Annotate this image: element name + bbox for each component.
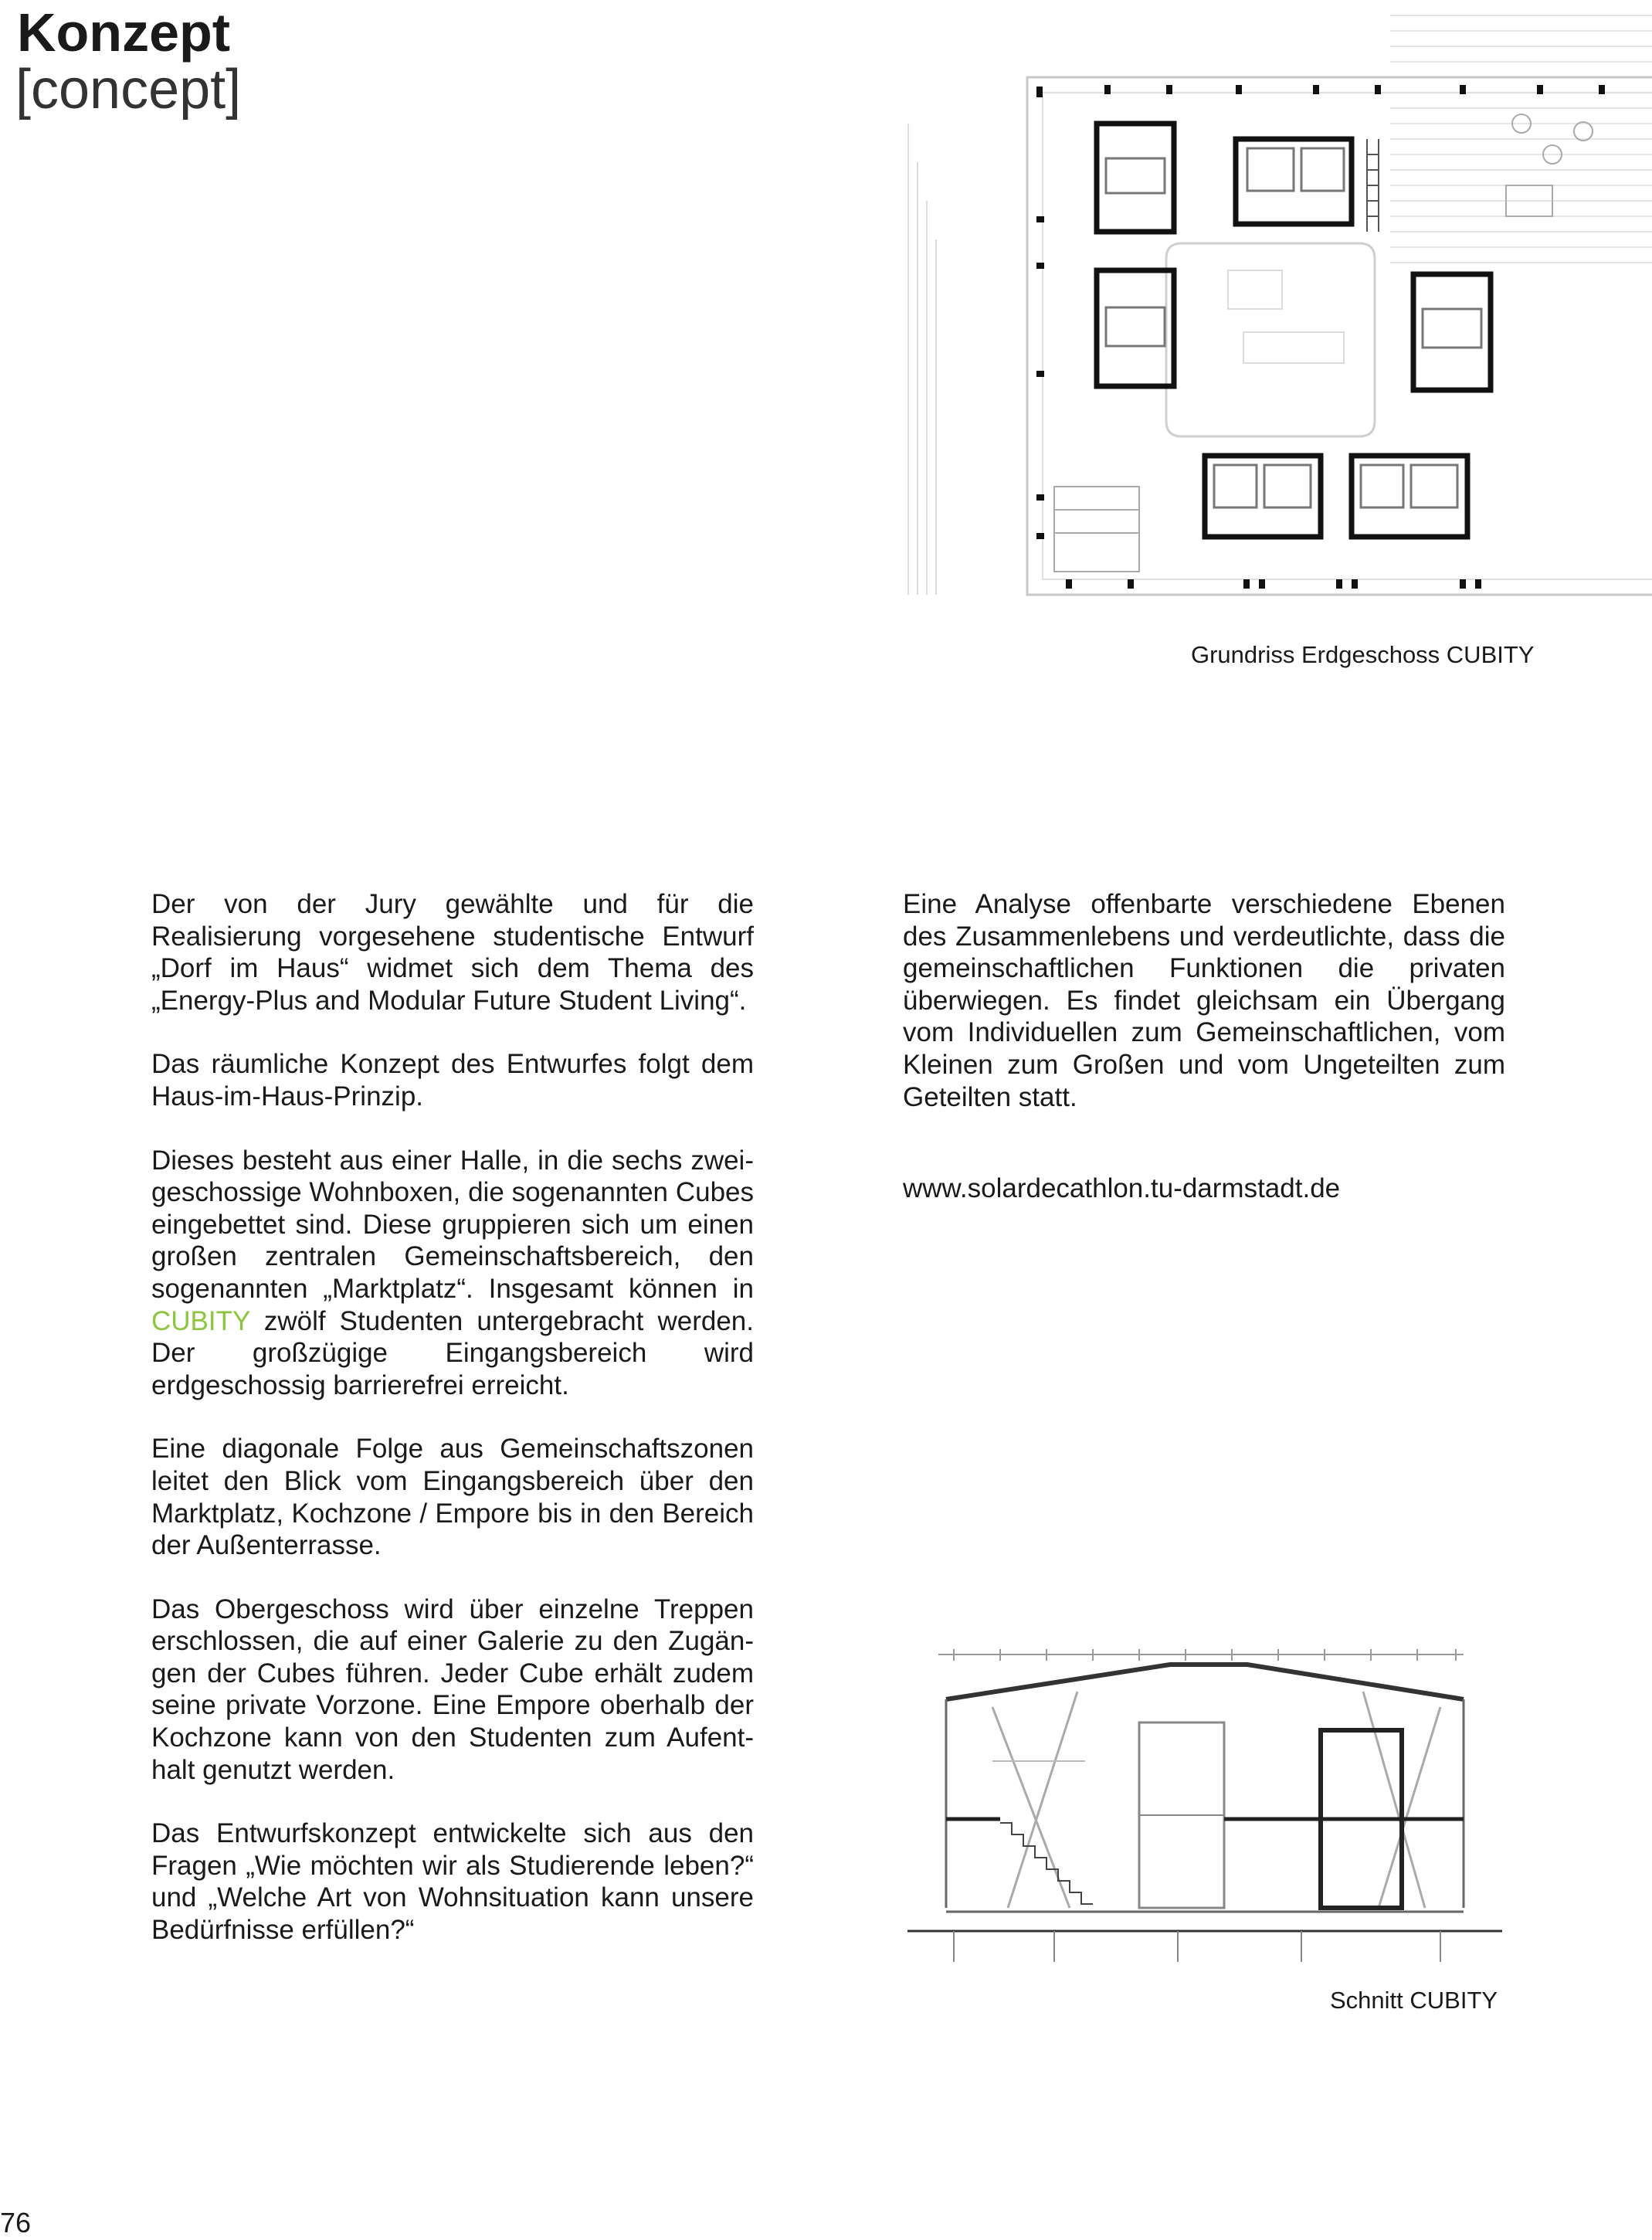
page-number: 76	[0, 2207, 32, 2238]
floor-plan-drawing	[904, 8, 1652, 610]
paragraph-5: Das Obergeschoss wird über einzelne Treppen erschlossen, die auf einer Galerie zu den Zugängen der Cubes führen. Jeder Cube erhält zudem seine private Vorzone. Eine Empore oberhalb der Kochzone kann von den Studenten zum Aufenthalt genutzt werden.	[151, 1593, 754, 1785]
paragraph-2: Das räumliche Konzept des Entwurfes folgt dem Haus-im-Haus-Prinzip.	[151, 1049, 754, 1112]
website-link[interactable]: www.solardecathlon.tu-darmstadt.de	[903, 1173, 1341, 1203]
section-caption: Schnitt CUBITY	[1330, 1987, 1498, 2014]
paragraph-3	[151, 1145, 754, 1402]
paragraph-3-text-b: zwölf Studenten untergebracht werden. Der großzügige Eingangsbereich wird erdgeschossig barrierefrei erreicht.	[151, 1305, 754, 1400]
section-drawing	[900, 1645, 1518, 1985]
paragraph-3-text-a: Dieses besteht aus einer Halle, in die sechs zweigeschossige Wohnboxen, die sogenannten Cubes eingebettet sind. Diese gruppieren sich um einen großen zentralen Gemeinschaftsbereich, den sogenannten „Marktplatz“. Insgesamt können in	[151, 1145, 754, 1304]
cubity-highlight: CUBITY	[151, 1305, 250, 1336]
paragraph-right-1: Eine Analyse offenbarte verschiedene Ebenen des Zusammenlebens und verdeutlichte, dass die gemeinschaftlichen Funktionen die privaten überwiegen. Es findet gleichsam ein Übergang vom Individuellen zum Gemeinschaftlichen, vom Kleinen zum Großen und vom Ungeteilten zum Geteilten statt.	[903, 889, 1505, 1112]
paragraph-1: Der von der Jury gewählte und für die Realisierung vorgesehene studentische Entwurf „Dorf im Haus“ widmet sich dem Thema des „Energy-Plus and Modular Future Student Living“.	[151, 889, 754, 1016]
left-column	[151, 888, 754, 1978]
floor-plan-caption: Grundriss Erdgeschoss CUBITY	[1191, 641, 1535, 668]
page-subtitle: [concept]	[15, 59, 242, 120]
page-title: Konzept	[17, 2, 231, 63]
paragraph-4: Eine diagonale Folge aus Gemeinschaftszonen leitet den Blick vom Eingangsbereich über den Marktplatz, Kochzone / Empore bis in den Bereich der Außenterrasse.	[151, 1434, 754, 1561]
right-column	[903, 888, 1505, 1145]
paragraph-6: Das Entwurfskonzept entwickelte sich aus den Fragen „Wie möchten wir als Studierende leben?“ und „Welche Art von Wohnsituation kann unsere Bedürfnisse erfüllen?“	[151, 1818, 754, 1946]
